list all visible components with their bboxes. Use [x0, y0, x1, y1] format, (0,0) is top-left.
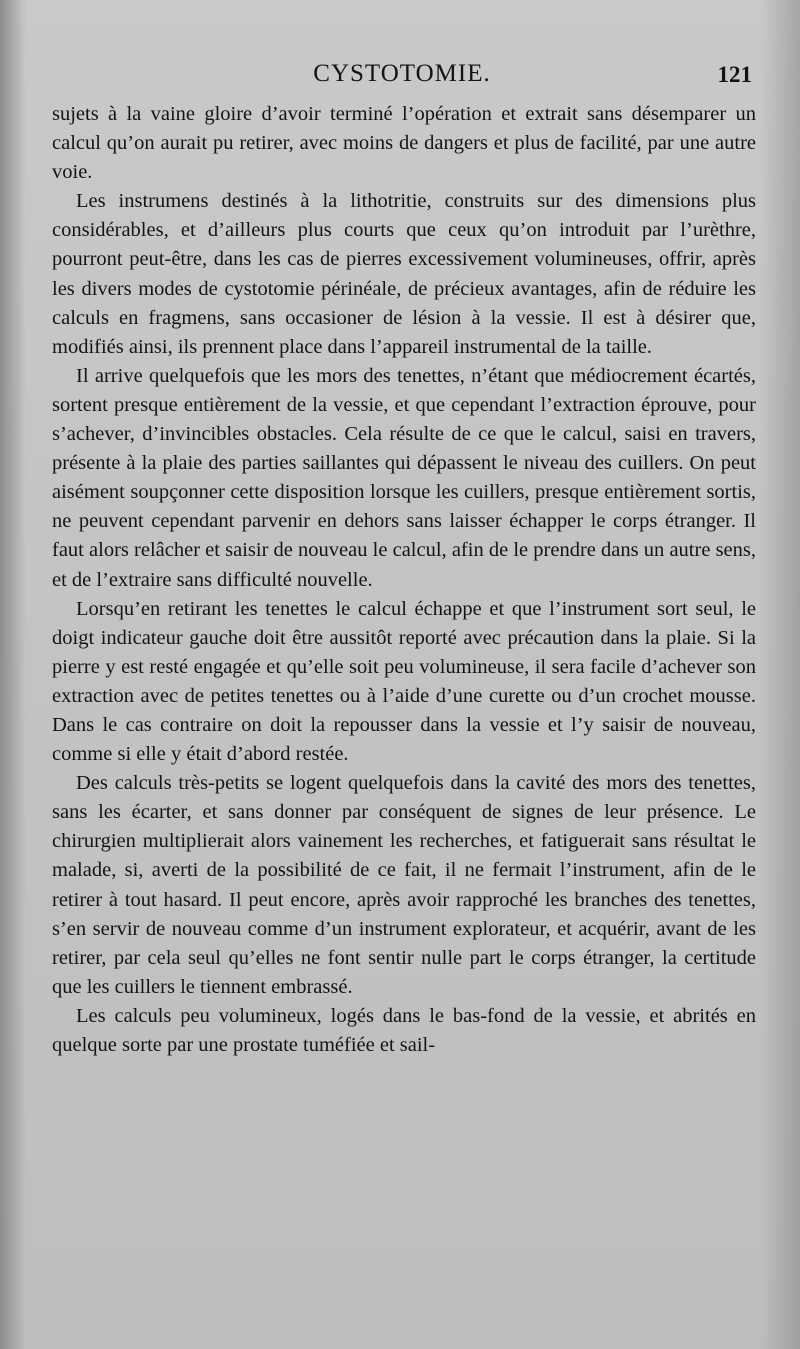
running-title: CYSTOTOMIE. — [313, 60, 491, 87]
page-header — [52, 58, 752, 94]
paragraph: Les instrumens destinés à la lithotritie, construits sur des dimensions plus considérables, et d’ailleurs plus courts que ceux qu’on introduit par l’urèthre, pourront peut-être, dans les cas de pierres excessivement volumineuses, offrir, après les divers modes de cystotomie périnéale, de précieux avantages, afin de réduire les calculs en fragmens, sans occasioner de lésion à la vessie. Il est à désirer que, modifiés ainsi, ils prennent place dans l’appareil instrumental de la taille. — [52, 190, 756, 358]
paragraph: Les calculs peu volumineux, logés dans le bas-fond de la vessie, et abrités en quelque sorte par une prostate tuméfiée et sail- — [52, 1004, 756, 1056]
paragraph: sujets à la vaine gloire d’avoir terminé l’opération et extrait sans désemparer un calcul qu’on aurait pu retirer, avec moins de dangers et plus de facilité, par une autre voie. — [52, 103, 756, 184]
page-number: 121 — [717, 62, 752, 87]
paragraph: Des calculs très-petits se logent quelquefois dans la cavité des mors des tenettes, sans les écarter, et sans donner par conséquent de signes de leur présence. Le chirurgien multiplierait alors vainement les recherches, et fatiguerait sans résultat le malade, si, averti de la possibilité de ce fait, il ne fermait l’instrument, afin de le retirer à tout hasard. Il peut encore, après avoir rapproché les branches des tenettes, s’en servir de nouveau comme d’un instrument explorateur, et acquérir, avant de les retirer, par cela seul qu’elles ne font sentir nulle part le corps étranger, la certitude que les cuillers le tiennent embrassé. — [52, 772, 756, 998]
paragraph: Il arrive quelquefois que les mors des tenettes, n’étant que médiocrement écartés, sortent presque entièrement de la vessie, et que cependant l’extraction éprouve, pour s’achever, d’invincibles obstacles. Cela résulte de ce que le calcul, saisi en travers, présente à la plaie des parties saillantes qui dépassent le niveau des cuillers. On peut aisément soupçonner cette disposition lorsque les cuillers, presque entièrement sortis, ne peuvent cependant parvenir en dehors sans laisser échapper le corps étranger. Il faut alors relâcher et saisir de nouveau le calcul, afin de le prendre dans un autre sens, et de l’extraire sans difficulté nouvelle. — [52, 364, 756, 591]
body-text — [52, 100, 756, 1060]
paragraph: Lorsqu’en retirant les tenettes le calcul échappe et que l’instrument sort seul, le doigt indicateur gauche doit être aussitôt reporté avec précaution dans la plaie. Si la pierre y est resté engagée et qu’elle soit peu volumineuse, il sera facile d’achever son extraction avec de petites tenettes ou à l’aide d’une curette ou d’un crochet mousse. Dans le cas contraire on doit la repousser dans la vessie et l’y saisir de nouveau, comme si elle y était d’abord restée. — [52, 597, 756, 766]
